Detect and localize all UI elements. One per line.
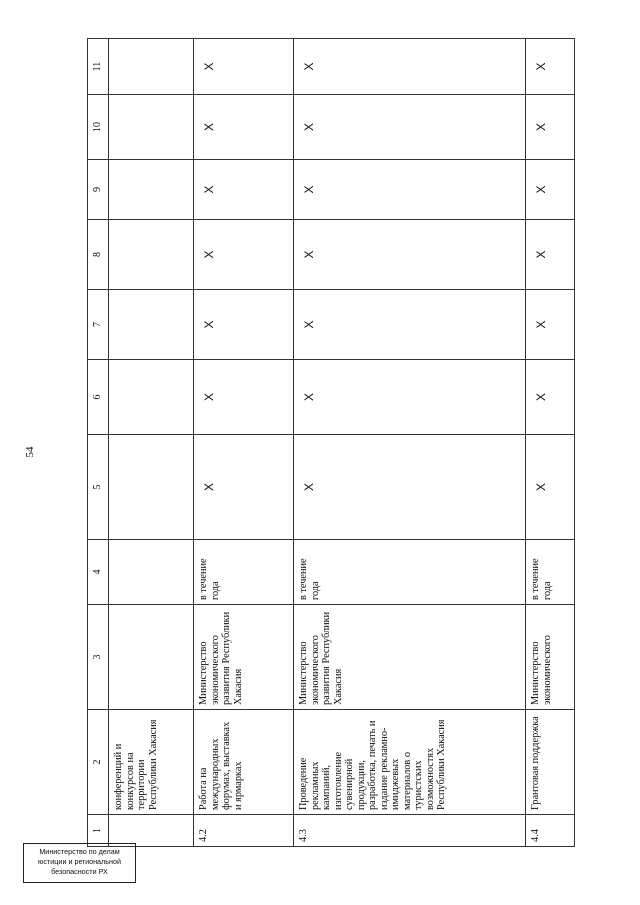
header-cell: 9 bbox=[88, 160, 109, 220]
term bbox=[109, 540, 194, 605]
table-row bbox=[294, 39, 526, 847]
mark-cell bbox=[109, 220, 194, 290]
mark-cell: X bbox=[194, 435, 294, 540]
table-row bbox=[194, 39, 294, 847]
mark-cell bbox=[109, 290, 194, 360]
stamp-line: безопасности РХ bbox=[51, 867, 108, 876]
executor: Министерство экономического развития Республики Хакасия bbox=[194, 605, 294, 710]
measure-name: конференций и конкурсов на территории Республики Хакасия bbox=[109, 710, 194, 815]
mark-cell: X bbox=[194, 95, 294, 160]
row-number: 4.4 bbox=[526, 815, 575, 847]
mark-cell: X bbox=[526, 95, 575, 160]
header-cell: 10 bbox=[88, 95, 109, 160]
term: в течение года bbox=[194, 540, 294, 605]
executor: Министерство экономического развития Республики Хакасия bbox=[294, 605, 526, 710]
mark-cell bbox=[109, 435, 194, 540]
mark-cell: X bbox=[526, 435, 575, 540]
mark-cell: X bbox=[294, 290, 526, 360]
term: в течение года bbox=[294, 540, 526, 605]
header-cell: 8 bbox=[88, 220, 109, 290]
mark-cell: X bbox=[526, 220, 575, 290]
mark-cell bbox=[109, 160, 194, 220]
mark-cell: X bbox=[526, 360, 575, 435]
mark-cell: X bbox=[294, 360, 526, 435]
header-cell: 3 bbox=[88, 605, 109, 710]
mark-cell: X bbox=[294, 435, 526, 540]
header-row bbox=[88, 39, 109, 847]
row-number bbox=[109, 815, 194, 847]
header-cell: 7 bbox=[88, 290, 109, 360]
mark-cell bbox=[109, 39, 194, 95]
term: в течение года bbox=[526, 540, 575, 605]
table-row bbox=[526, 39, 575, 847]
measure-name: Проведение рекламных кампаний, изготовление сувенирной продукции, разработка, печать и издание рекламно-имиджевых материалов о туристских возможностях Республики Хакасия bbox=[294, 710, 526, 815]
header-cell: 11 bbox=[88, 39, 109, 95]
measures-table bbox=[87, 38, 575, 847]
mark-cell: X bbox=[194, 160, 294, 220]
mark-cell bbox=[109, 95, 194, 160]
mark-cell: X bbox=[526, 160, 575, 220]
budget-table bbox=[87, 39, 575, 847]
mark-cell: X bbox=[294, 95, 526, 160]
header-cell: 2 bbox=[88, 710, 109, 815]
mark-cell: X bbox=[294, 220, 526, 290]
mark-cell: X bbox=[526, 39, 575, 95]
stamp-line: юстиции и региональной bbox=[38, 857, 121, 866]
header-cell: 6 bbox=[88, 360, 109, 435]
header-cell: 1 bbox=[88, 815, 109, 847]
registration-stamp bbox=[23, 843, 136, 883]
mark-cell bbox=[109, 360, 194, 435]
mark-cell: X bbox=[526, 290, 575, 360]
executor: Министерство экономического bbox=[526, 605, 575, 710]
mark-cell: X bbox=[294, 160, 526, 220]
measure-name: Грантовая поддержка bbox=[526, 710, 575, 815]
mark-cell: X bbox=[194, 290, 294, 360]
executor bbox=[109, 605, 194, 710]
mark-cell: X bbox=[294, 39, 526, 95]
header-cell: 4 bbox=[88, 540, 109, 605]
mark-cell: X bbox=[194, 360, 294, 435]
mark-cell: X bbox=[194, 220, 294, 290]
page-number: 54 bbox=[24, 446, 36, 458]
measure-name: Работа на международных форумах, выставках и ярмарках bbox=[194, 710, 294, 815]
stamp-line: Министерство по делам bbox=[39, 847, 120, 856]
row-number: 4.2 bbox=[194, 815, 294, 847]
row-number: 4.3 bbox=[294, 815, 526, 847]
table-row bbox=[109, 39, 194, 847]
mark-cell: X bbox=[194, 39, 294, 95]
header-cell: 5 bbox=[88, 435, 109, 540]
